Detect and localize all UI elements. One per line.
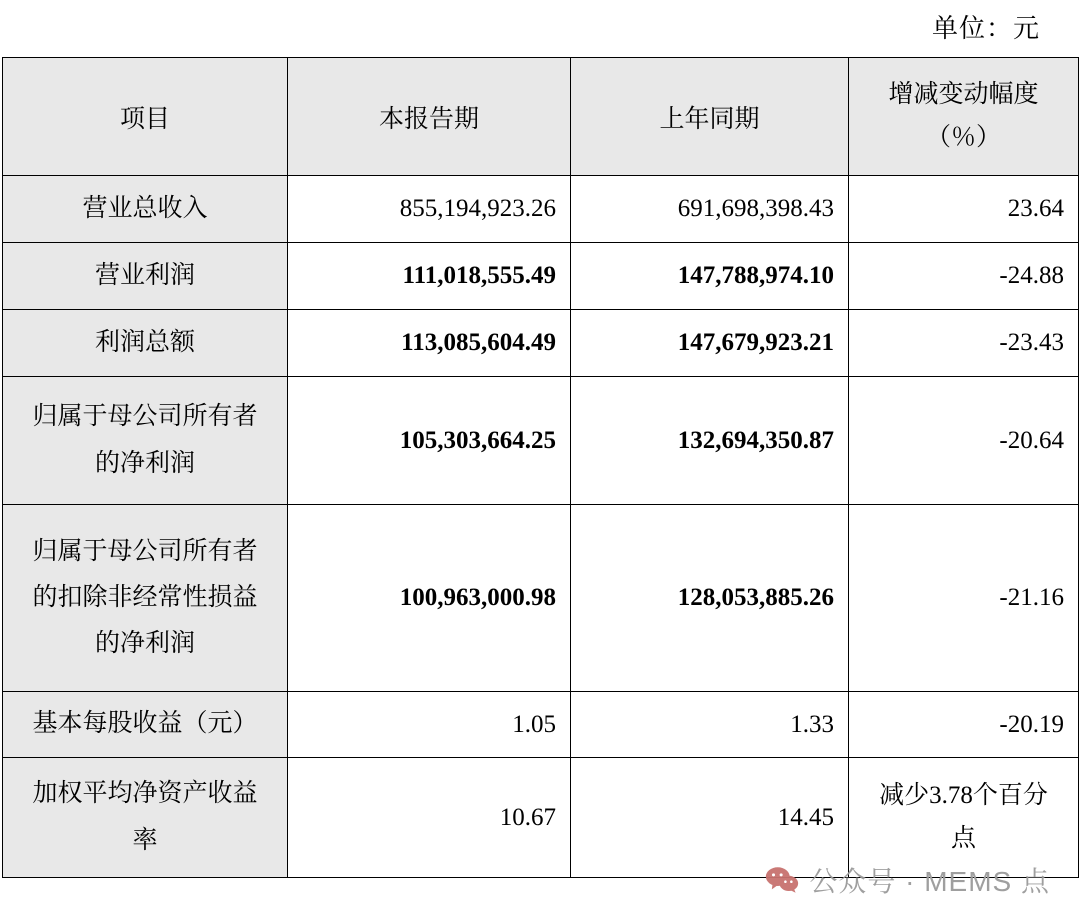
header-current-period: 本报告期 xyxy=(288,58,571,176)
financial-summary-table xyxy=(2,57,1079,878)
row-prior-value: 691,698,398.43 xyxy=(571,176,849,243)
row-label xyxy=(3,505,288,692)
row-change-line1: 减少3.78个百分 xyxy=(879,782,1048,809)
row-current-value: 113,085,604.49 xyxy=(288,310,571,377)
row-label-line3: 的净利润 xyxy=(94,630,195,658)
table-row xyxy=(3,243,1079,310)
row-label: 营业利润 xyxy=(3,243,288,310)
row-prior-value: 147,788,974.10 xyxy=(571,243,849,310)
row-label: 营业总收入 xyxy=(3,176,288,243)
row-label-line1: 归属于母公司所有者 xyxy=(32,403,258,431)
row-current-value: 100,963,000.98 xyxy=(288,505,571,692)
table-row xyxy=(3,505,1079,692)
table-row xyxy=(3,377,1079,505)
row-current-value: 855,194,923.26 xyxy=(288,176,571,243)
row-prior-value: 147,679,923.21 xyxy=(571,310,849,377)
table-row xyxy=(3,176,1079,243)
row-prior-value: 1.33 xyxy=(571,692,849,758)
row-change-value: 23.64 xyxy=(849,176,1079,243)
header-prior-period: 上年同期 xyxy=(571,58,849,176)
header-change-rate-line1: 增减变动幅度 xyxy=(888,81,1039,108)
row-current-value: 10.67 xyxy=(288,758,571,878)
row-change-value: -21.16 xyxy=(849,505,1079,692)
table-body xyxy=(3,176,1079,878)
row-change-value: -23.43 xyxy=(849,310,1079,377)
row-prior-value: 14.45 xyxy=(571,758,849,878)
table-row xyxy=(3,310,1079,377)
table-header xyxy=(3,58,1079,176)
table-header-row xyxy=(3,58,1079,176)
row-label xyxy=(3,758,288,878)
row-prior-value: 128,053,885.26 xyxy=(571,505,849,692)
row-change-value: -20.64 xyxy=(849,377,1079,505)
row-current-value: 111,018,555.49 xyxy=(288,243,571,310)
header-item: 项目 xyxy=(3,58,288,176)
row-change-value: -24.88 xyxy=(849,243,1079,310)
table-row xyxy=(3,758,1079,878)
row-current-value: 1.05 xyxy=(288,692,571,758)
row-change-line2: 点 xyxy=(950,824,976,852)
row-label-line2: 的净利润 xyxy=(94,449,195,477)
watermark-text: 公众号 · MEMS 点 xyxy=(809,866,1050,897)
row-label xyxy=(3,377,288,505)
row-change-value xyxy=(849,758,1079,878)
row-label-line1: 归属于母公司所有者 xyxy=(32,537,258,565)
table-row xyxy=(3,692,1079,758)
unit-note: 单位：元 xyxy=(931,14,1040,43)
row-change-value: -20.19 xyxy=(849,692,1079,758)
header-change-rate xyxy=(849,58,1079,176)
row-label: 基本每股收益（元） xyxy=(3,692,288,758)
row-label: 利润总额 xyxy=(3,310,288,377)
row-current-value: 105,303,664.25 xyxy=(288,377,571,505)
row-label-line2: 率 xyxy=(132,826,158,854)
row-label-line2: 的扣除非经常性损益 xyxy=(32,583,258,611)
row-prior-value: 132,694,350.87 xyxy=(571,377,849,505)
row-label-line1: 加权平均净资产收益 xyxy=(32,780,258,808)
header-change-rate-line2: （％） xyxy=(925,123,1001,151)
